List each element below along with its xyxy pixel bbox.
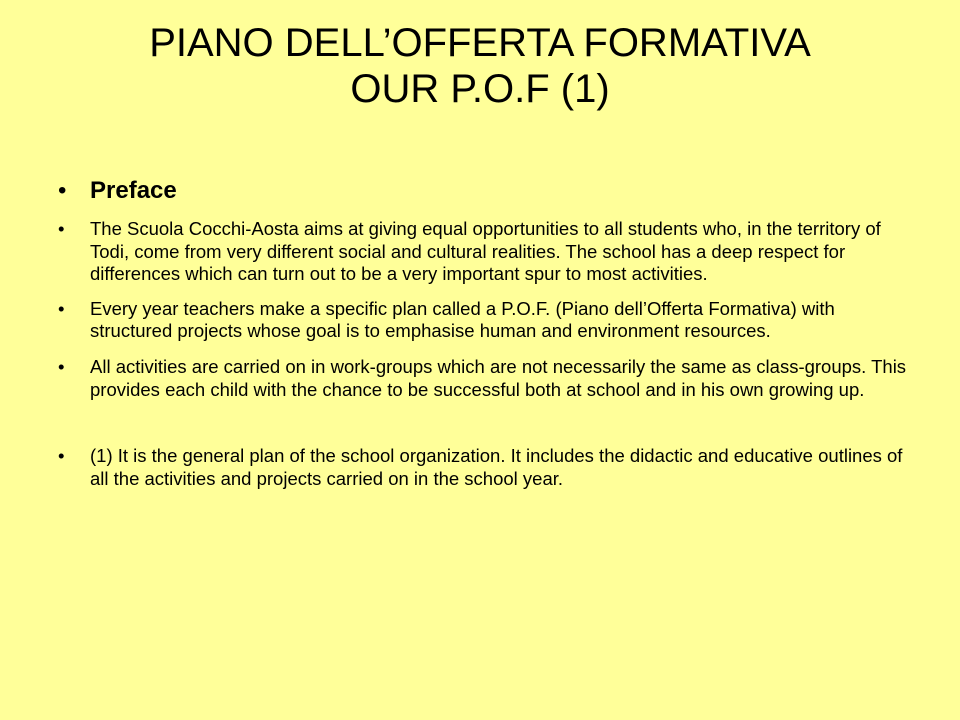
bullet-list	[58, 174, 918, 490]
preface-heading: • Preface	[58, 174, 918, 208]
slide-title	[0, 20, 960, 112]
paragraph-pof-plan: • Every year teachers make a specific plan called a P.O.F. (Piano dell’Offerta Formativa) with structured projects whose goal is to emphasise human and environment resources.	[58, 298, 918, 343]
paragraph-work-groups: • All activities are carried on in work-groups which are not necessarily the same as class-groups. This provides each child with the chance to be successful both at school and in his own growing up.	[58, 356, 918, 401]
paragraph-school-aims: • The Scuola Cocchi-Aosta aims at giving equal opportunities to all students who, in the territory of Todi, come from very different social and cultural realities. The school has a deep respect for differences which can turn out to be a very important spur to most activities.	[58, 218, 918, 286]
title-line-2: OUR P.O.F (1)	[350, 67, 610, 111]
paragraph-footnote: • (1) It is the general plan of the school organization. It includes the didactic and educative outlines of all the activities and projects carried on in the school year.	[58, 445, 918, 490]
title-line-1: PIANO DELL’OFFERTA FORMATIVA	[149, 21, 811, 65]
